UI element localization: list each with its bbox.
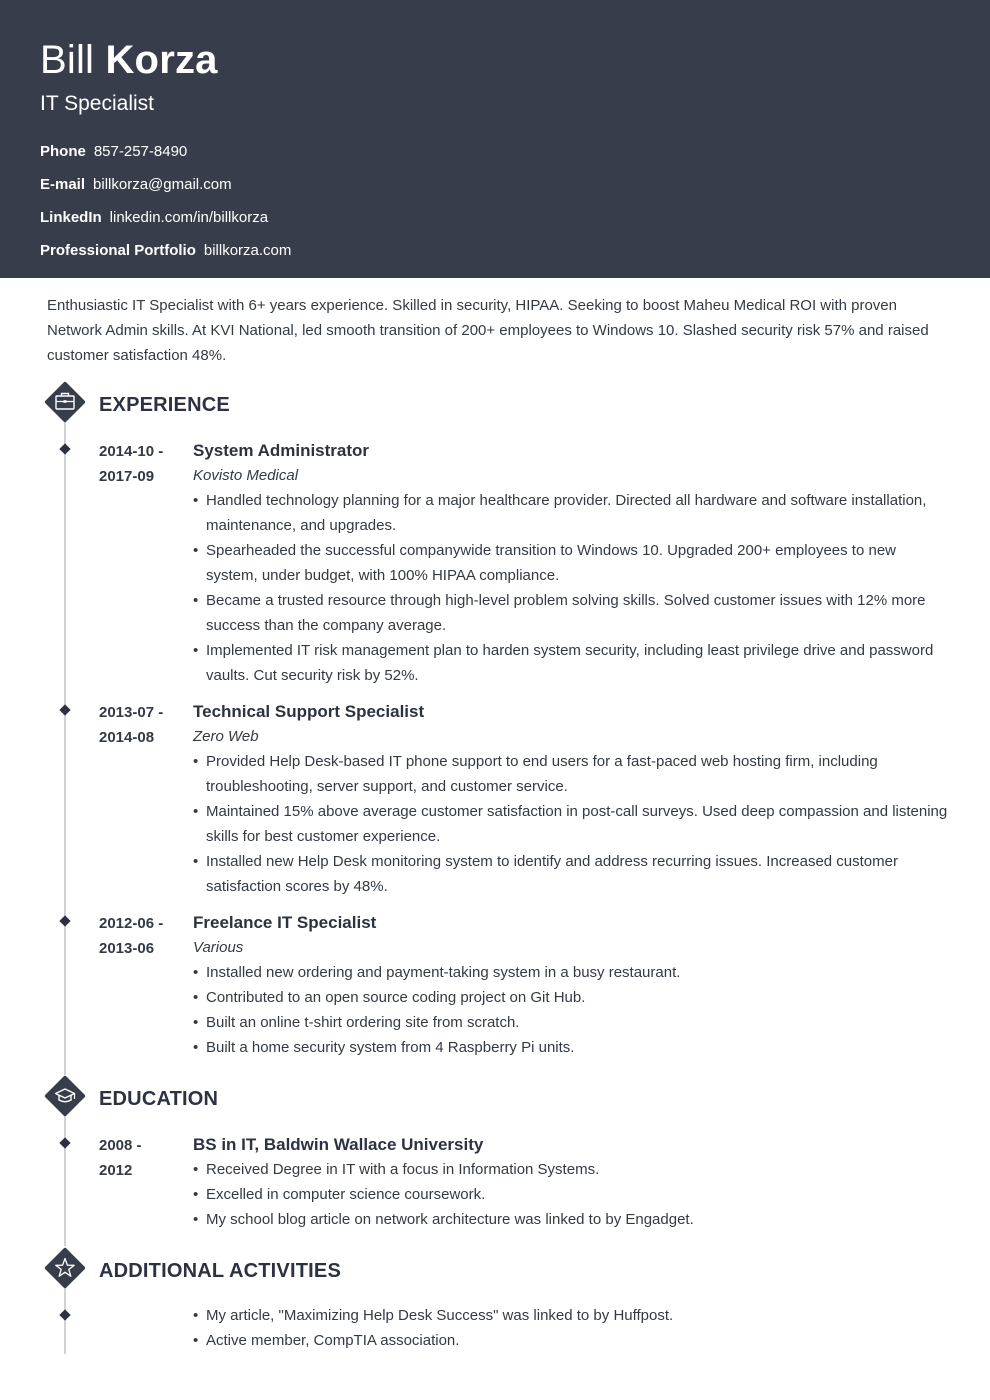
contact-label: E-mail [40,176,86,193]
company-name: Kovisto Medical [193,467,299,484]
education-entry [193,1133,950,1232]
contact-value[interactable]: 857-257-8490 [93,143,188,160]
date-end: 2012 [99,1162,133,1179]
education-heading: EDUCATION [99,1088,219,1110]
date-start: 2012-06 - [99,915,164,932]
contact-label: Phone [40,143,86,160]
timeline-line [64,1114,66,1246]
list-item: • Maintained 15% above average customer satisfaction in post-call surveys. Used deep compassion and listening skills for best customer experience. [193,799,950,849]
job-entry [193,439,950,688]
job-bullets [193,749,950,899]
contact-value[interactable]: linkedin.com/in/billkorza [109,209,269,226]
date-end: 2013-06 [99,940,155,957]
briefcase-icon [44,381,86,423]
date-end: 2017-09 [99,468,155,485]
job-entry [193,911,950,1060]
date-start: 2014-10 - [99,443,164,460]
job-bullets [193,960,950,1060]
list-item: • Active member, CompTIA association. [193,1328,950,1353]
job-title-headline: IT Specialist [40,92,154,115]
date-start: 2008 - [99,1137,142,1154]
list-item: • Excelled in computer science coursework. [193,1182,950,1207]
contact-label: LinkedIn [40,209,102,226]
timeline-marker [59,915,71,927]
timeline-line [64,420,66,1075]
list-item: • Became a trusted resource through high-level problem solving skills. Solved customer issues with 12% more success than the company average. [193,588,950,638]
list-item: • Spearheaded the successful companywide transition to Windows 10. Upgraded 200+ employees to new system, under budget, with 100% HIPAA compliance. [193,538,950,588]
star-icon [44,1247,86,1289]
company-name: Various [193,939,244,956]
job-dates [99,439,179,489]
date-end: 2014-08 [99,729,155,746]
graduation-cap-icon [44,1075,86,1117]
first-name: Bill [40,38,95,82]
list-item: • Contributed to an open source coding project on Git Hub. [193,985,950,1010]
education-bullets [193,1157,950,1232]
list-item: • My article, "Maximizing Help Desk Success" was linked to by Huffpost. [193,1303,950,1328]
last-name: Korza [105,38,218,82]
job-dates [99,911,179,961]
contact-label: Professional Portfolio [40,242,196,259]
candidate-name [40,36,218,84]
company-name: Zero Web [193,728,259,745]
activities-heading: ADDITIONAL ACTIVITIES [99,1260,341,1282]
list-item: • Implemented IT risk management plan to harden system security, including least privilege drive and password vaults. Cut security risk by 52%. [193,638,950,688]
contact-email [40,175,232,195]
job-title: Technical Support Specialist [193,702,425,721]
job-bullets [193,488,950,688]
contact-value[interactable]: billkorza.com [203,242,292,259]
job-title: Freelance IT Specialist [193,913,377,932]
experience-heading: EXPERIENCE [99,394,230,416]
timeline-marker [59,704,71,716]
job-entry [193,700,950,899]
timeline-marker [59,1309,71,1321]
contact-linkedin [40,208,268,228]
list-item: • Provided Help Desk-based IT phone support to end users for a fast-paced web hosting firm, including troubleshooting, server support, and customer service. [193,749,950,799]
degree-title: BS in IT, Baldwin Wallace University [193,1135,484,1154]
list-item: • Handled technology planning for a major healthcare provider. Directed all hardware and software installation, maintenance, and upgrades. [193,488,950,538]
education-dates [99,1133,179,1183]
resume-header [0,0,990,278]
timeline-marker [59,1137,71,1149]
list-item: • My school blog article on network architecture was linked to by Engadget. [193,1207,950,1232]
activities-entry [193,1303,950,1353]
job-title: System Administrator [193,441,370,460]
list-item: • Built an online t-shirt ordering site from scratch. [193,1010,950,1035]
date-start: 2013-07 - [99,704,164,721]
timeline-marker [59,443,71,455]
profile-summary: Enthusiastic IT Specialist with 6+ years experience. Skilled in security, HIPAA. Seeking to boost Maheu Medical ROI with proven Network Admin skills. At KVI National, led smooth transition of 200+ employees to Windows 10. Slashed security risk 57% and raised customer satisfaction 48%. [47,297,929,364]
list-item: • Received Degree in IT with a focus in Information Systems. [193,1157,950,1182]
list-item: • Installed new Help Desk monitoring system to identify and address recurring issues. Increased customer satisfaction scores by 48%. [193,849,950,899]
activities-bullets [193,1303,950,1353]
contact-phone [40,142,187,162]
list-item: • Installed new ordering and payment-taking system in a busy restaurant. [193,960,950,985]
contact-value[interactable]: billkorza@gmail.com [93,176,232,193]
list-item: • Built a home security system from 4 Raspberry Pi units. [193,1035,950,1060]
job-dates [99,700,179,750]
contact-portfolio [40,241,291,261]
